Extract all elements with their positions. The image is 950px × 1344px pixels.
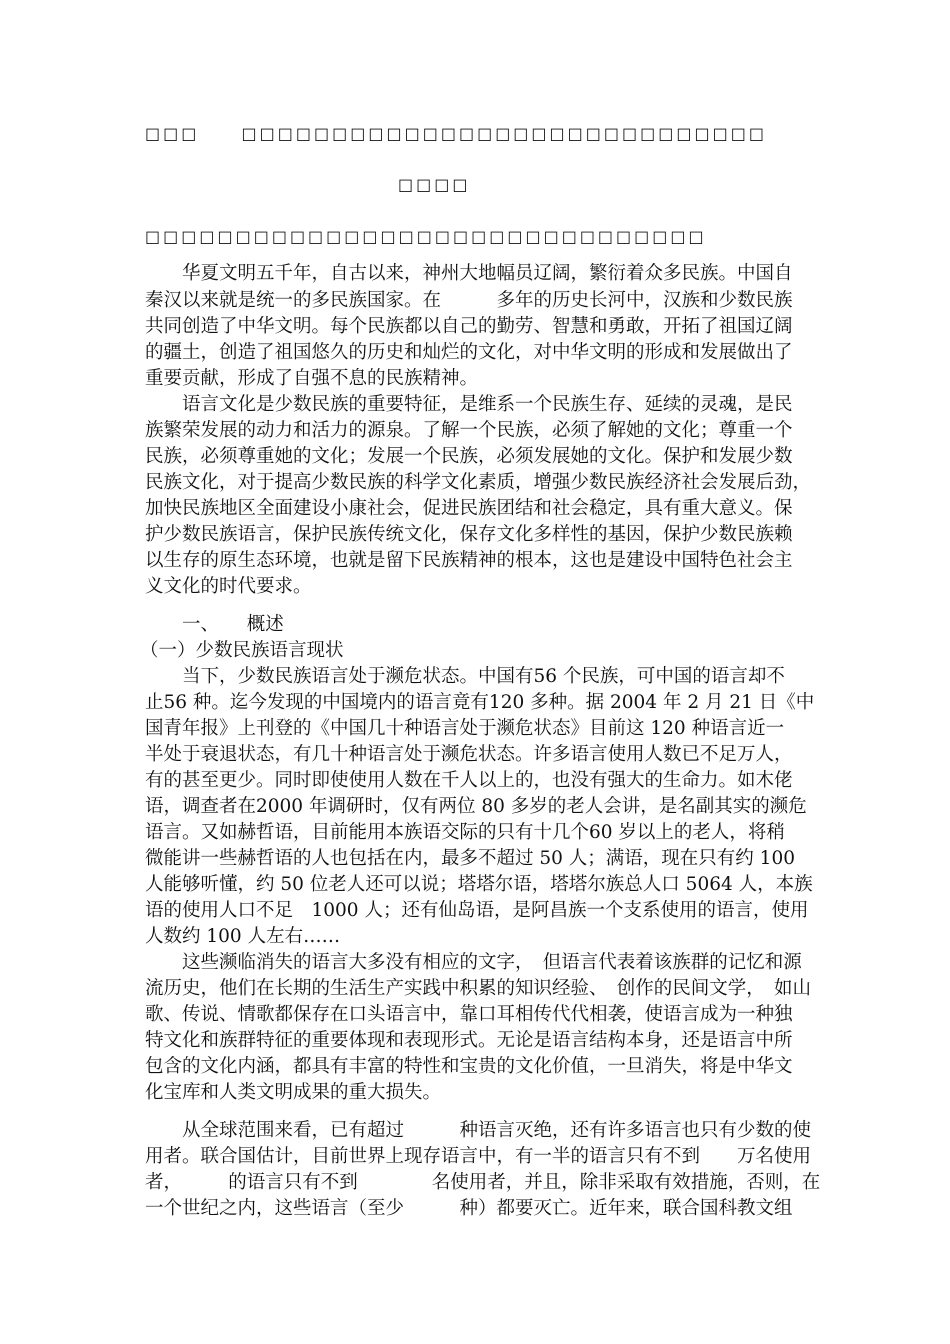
paragraph-line: 的疆土，创造了祖国悠久的历史和灿烂的文化，对中华文明的形成和发展做出了 — [145, 342, 793, 363]
document-title — [145, 121, 767, 147]
paragraph-line: 半处于衰退状态，有几十种语言处于濒危状态。许多语言使用人数已不足万人， — [145, 744, 793, 765]
paragraph-line: 语言文化是少数民族的重要特征，是维系一个民族生存、延续的灵魂，是民 — [145, 394, 793, 415]
paragraph-line: 包含的文化内涵，都具有丰富的特性和宝贵的文化价值，一旦消失，将是中华文 — [145, 1056, 793, 1077]
paragraph-line: 秦汉以来就是统一的多民族国家。在 多年的历史长河中，汉族和少数民族 — [145, 290, 793, 311]
paragraph-line: 止56 种。迄今发现的中国境内的语言竟有120 多种。据 2004 年 2 月 21 日《中 — [145, 692, 815, 713]
paragraph-line: 微能讲一些赫哲语的人也包括在内，最多不超过 50 人；满语，现在只有约 100 — [145, 848, 795, 869]
paragraph-line: 重要贡献，形成了自强不息的民族精神。 — [145, 368, 479, 389]
paragraph-line: 当下，少数民族语言处于濒危状态。中国有56 个民族，可中国的语言却不 — [145, 666, 785, 687]
document-subtitle: □□□□□□□□□□□□□□□□□□□□□□□□□□□□□□□ — [145, 227, 707, 246]
paragraph-line: 化宝库和人类文明成果的重大损失。 — [145, 1082, 442, 1103]
paragraph-line: 人数约 100 人左右…… — [145, 926, 341, 947]
paragraph-line: 华夏文明五千年，自古以来，神州大地幅员辽阔，繁衍着众多民族。中国自 — [145, 263, 793, 284]
title-prefix: □□□ — [145, 124, 200, 143]
paragraph-line: 加快民族地区全面建设小康社会，促进民族团结和社会稳定，具有重大意义。保 — [145, 498, 793, 519]
paragraph-line: 一个世纪之内，这些语言（至少 种）都要灭亡。近年来，联合国科教文组 — [145, 1198, 793, 1219]
paragraph-line: 人能够听懂，约 50 位老人还可以说；塔塔尔语，塔塔尔族总人口 5064 人，本族 — [145, 874, 813, 895]
paragraph-line: 国青年报》上刊登的《中国几十种语言处于濒危状态》目前这 120 种语言近一 — [145, 718, 785, 739]
paragraph-line: 民族文化，对于提高少数民族的科学文化素质，增强少数民族经济社会发展后劲， — [145, 472, 812, 493]
paragraph-line: 这些濒临消失的语言大多没有相应的文字， 但语言代表着该族群的记忆和源 — [145, 952, 802, 973]
paragraph-line: 义文化的时代要求。 — [145, 576, 312, 597]
paragraph-line: 护少数民族语言，保护民族传统文化，保存文化多样性的基因，保护少数民族赖 — [145, 524, 793, 545]
paragraph-line: 语，调查者在2000 年调研时，仅有两位 80 多岁的老人会讲，是名副其实的濒危 — [145, 796, 807, 817]
paragraph-line: 语的使用人口不足 1000 人；还有仙岛语，是阿昌族一个支系使用的语言，使用 — [145, 900, 809, 921]
paragraph-line: 用者。联合国估计，目前世界上现存语言中，有一半的语言只有不到 万名使用 — [145, 1146, 812, 1167]
author-line: □□□□ — [398, 175, 471, 194]
title-text: □□□□□□□□□□□□□□□□□□□□□□□□□□□□□ — [241, 124, 767, 143]
paragraph-line: 特文化和族群特征的重要体现和表现形式。无论是语言结构本身，还是语言中所 — [145, 1030, 793, 1051]
paragraph-line: 以生存的原生态环境，也就是留下民族精神的根本，这也是建设中国特色社会主 — [145, 550, 793, 571]
paragraph-line: 歌、传说、情歌都保存在口头语言中，靠口耳相传代代相袭，使语言成为一种独 — [145, 1004, 793, 1025]
paragraph-line: 有的甚至更少。同时即使使用人数在千人以上的，也没有强大的生命力。如木佬 — [145, 770, 793, 791]
paragraph-line: 从全球范围来看，已有超过 种语言灭绝，还有许多语言也只有少数的使 — [145, 1120, 812, 1141]
section-heading: 一、 概述 — [145, 614, 284, 635]
subsection-heading: （一）少数民族语言现状 — [140, 640, 344, 661]
paragraph-line: 共同创造了中华文明。每个民族都以自己的勤劳、智慧和勇敢，开拓了祖国辽阔 — [145, 316, 793, 337]
paragraph-line: 语言。又如赫哲语，目前能用本族语交际的只有十几个60 岁以上的老人，将稍 — [145, 822, 785, 843]
paragraph-line: 族繁荣发展的动力和活力的源泉。了解一个民族，必须了解她的文化；尊重一个 — [145, 420, 793, 441]
paragraph-line: 者， 的语言只有不到 名使用者，并且，除非采取有效措施，否则，在 — [145, 1172, 821, 1193]
paragraph-line: 民族，必须尊重她的文化；发展一个民族，必须发展她的文化。保护和发展少数 — [145, 446, 793, 467]
paragraph-line: 流历史，他们在长期的生活生产实践中积累的知识经验、 创作的民间文学， 如山 — [145, 978, 812, 999]
